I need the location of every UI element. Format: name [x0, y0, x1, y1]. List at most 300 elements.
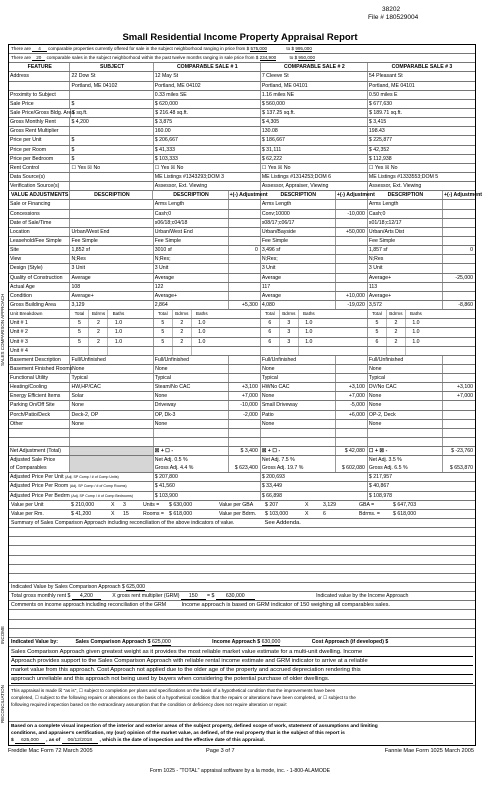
cell: Sale or Financing: [9, 200, 70, 208]
unit-group: [70, 328, 153, 336]
cell: Fee Simple: [261, 237, 336, 245]
cell: 22 Dow St: [70, 72, 153, 80]
cell: $ 3,415: [368, 119, 387, 126]
adjustment-row: [9, 283, 475, 292]
cell: $ 33,449: [261, 482, 368, 490]
unit-total: 6: [261, 319, 280, 327]
cell: Unit # 4: [9, 347, 70, 355]
unit-bdrms: 2: [173, 328, 192, 336]
unit-total: [70, 347, 89, 355]
cell: $: [70, 136, 153, 144]
comparable-row: [9, 173, 475, 182]
comparable-row: [9, 164, 475, 173]
cell: Gross Rent Multiplier: [9, 127, 70, 135]
cell: [443, 292, 475, 300]
cell: Basement Description: [9, 356, 70, 364]
cell: None: [154, 420, 229, 428]
cell: Solar: [70, 392, 153, 400]
adjustment-row: [9, 237, 475, 246]
cell: [336, 356, 368, 364]
unit-bdrms: [89, 347, 108, 355]
cell: Verification Source(s): [9, 182, 70, 190]
cell: Deck-2, OP: [70, 411, 153, 419]
unit-header-group: [368, 310, 475, 318]
cell: $ 41,333: [154, 146, 261, 154]
unit-breakdown-header: [9, 310, 475, 319]
cell: Typical: [154, 374, 229, 382]
cell: 0: [229, 246, 261, 254]
blank-line: [9, 610, 475, 619]
condition-line: This appraisal is made ☒ "as is", ☐ subject to completion per plans and specifications on the basis of a hypothetical condition that the improvements have been: [11, 688, 336, 693]
cell: [443, 228, 475, 236]
cell: Typical: [368, 374, 443, 382]
cell: +(-) Adjustment: [336, 192, 375, 199]
unit-baths: 1.0: [305, 320, 313, 327]
unit-bdrms: 3: [280, 328, 299, 336]
adjusted-per-row: [9, 492, 475, 501]
cell: SUBJECT: [70, 63, 153, 71]
cell: $ 186,667: [261, 136, 368, 144]
cell: $ 623,400: [229, 456, 261, 472]
cell: Data Source(s): [9, 173, 70, 181]
unit-baths: 1.0: [412, 338, 420, 345]
cell: $: [70, 155, 153, 163]
unit-baths: [108, 347, 128, 355]
cell: ME Listings #1333553;DOM 5: [368, 173, 439, 180]
cell: [336, 274, 368, 282]
cell: [229, 228, 261, 236]
unit-row: [9, 347, 475, 356]
unit-total: 5: [70, 338, 89, 346]
unit-baths: 1.0: [305, 338, 313, 345]
cell: Average+: [154, 292, 229, 300]
unit-bdrms: 2: [89, 338, 108, 346]
sales-a: There are: [11, 55, 31, 61]
unit-total: [261, 347, 280, 355]
cell: +(-) Adjustment: [229, 192, 268, 199]
cell: Design (Style): [9, 264, 70, 272]
cell: 113: [368, 283, 443, 291]
cell: Address: [9, 72, 70, 80]
cell: $ 620,000: [154, 100, 261, 108]
cell: Net Adjustment (Total): [9, 447, 70, 455]
cell: None: [261, 392, 336, 400]
net-adjustment-row: [9, 447, 475, 456]
condition-line: following required inspection based on the extraordinary assumption that the condition or deficiency does not require alteration or repair:: [11, 702, 288, 707]
cell: DV/No CAC: [368, 383, 443, 391]
cell: +7,000: [336, 392, 368, 400]
cell: [443, 264, 475, 272]
cell: $ 112,938: [368, 155, 392, 162]
cell: 3 Unit: [261, 264, 336, 272]
unit-bdrms: 2: [173, 338, 192, 346]
condition-line: completed, ☐ subject to the following repairs or alterations on the basis of a hypothetical condition that the repairs or alterations have been completed, or ☐ subject to the: [11, 695, 356, 700]
cell: [229, 255, 261, 263]
cell: $ 225,877: [368, 137, 392, 144]
cell: OP, Dk-3: [154, 411, 229, 419]
cell: Full/Unfinished: [368, 356, 443, 364]
cell: $ 108,978: [368, 492, 392, 499]
blank-line: [9, 620, 475, 629]
cell: Gross Monthly Rent: [9, 118, 70, 126]
cell: +10,000: [336, 292, 368, 300]
cell: 12 May St: [154, 72, 261, 80]
cell: ME Listings #1314253;DOM 6: [261, 173, 368, 181]
cell: 0.50 miles E: [368, 91, 398, 98]
summary-value: See Addenda.: [264, 520, 301, 527]
listings-line: [9, 45, 475, 54]
cell: Sale Price: [9, 100, 70, 108]
column-header: [9, 63, 475, 72]
adjustment-row: [9, 200, 475, 209]
software-credit: Form 1025 - "TOTAL" appraisal software by a la mode, inc. - 1-800-ALAMODE: [149, 768, 331, 774]
cell: [336, 374, 368, 382]
cell: [443, 411, 475, 419]
cell: Urban/West End: [154, 228, 229, 236]
unit-total: 5: [368, 319, 387, 327]
appraisal-form: [8, 44, 482, 746]
cell: $ sq.ft.: [71, 109, 154, 117]
adjustment-row: [9, 219, 475, 228]
cell: None: [368, 392, 443, 400]
cell: OP-2, Deck: [368, 411, 443, 419]
cell: Full/Unfinished: [70, 356, 153, 364]
income-row: Total gross monthly rent $ 4,200 X gross rent multiplier (GRM) 150 = $ 630,000 Indicated value by the Income Approach: [9, 592, 475, 601]
cell: Full/Unfinished: [261, 356, 336, 364]
cell: 54 Pleasant St: [368, 73, 403, 80]
unit-bdrms: 2: [89, 319, 108, 327]
sales-line: [9, 54, 475, 63]
cell: $ 3,875: [154, 118, 261, 126]
cell: Urban/West End: [70, 228, 153, 236]
cell: Average: [261, 274, 336, 282]
blank-line: [9, 546, 475, 555]
cell: Typical: [261, 374, 336, 382]
cell: Average+: [70, 292, 153, 300]
adjusted-per-row: [9, 473, 475, 482]
cell: DESCRIPTION: [70, 191, 153, 199]
cell: Unit # 2: [9, 328, 70, 336]
unit-bdrms: 2: [387, 319, 406, 327]
cell: 198.43: [368, 128, 385, 135]
blank-line: [9, 629, 475, 638]
cell: Average: [154, 274, 229, 282]
cell: [229, 420, 261, 428]
cell: [443, 219, 475, 227]
unit-row: [9, 319, 475, 328]
cell: Patio: [261, 411, 336, 419]
cell: Arms Length: [154, 200, 229, 208]
comparable-row: [9, 91, 475, 100]
cell: [70, 200, 153, 208]
cell: DESCRIPTION: [261, 191, 336, 199]
unit-baths: 1.0: [305, 329, 313, 336]
cell: -8,860: [458, 301, 473, 308]
cell: None: [368, 420, 443, 428]
cell: Assessor, Appraiser, Viewing: [261, 182, 368, 190]
cell: Average: [70, 274, 153, 282]
cell: $ 200,693: [261, 473, 368, 481]
cell: Quality of Construction: [9, 274, 70, 282]
listings-low: 575,000: [250, 46, 268, 51]
cell: Site: [9, 246, 70, 254]
unit-baths: [299, 347, 319, 355]
cell: 160.00: [154, 127, 261, 135]
cell: [336, 237, 368, 245]
cell: [70, 127, 153, 135]
cell: Full/Unfinished: [154, 356, 229, 364]
cell: 3010 sf: [154, 246, 229, 254]
unit-baths: [406, 347, 426, 355]
cell: 122: [154, 283, 229, 291]
cell: [336, 219, 368, 227]
cell: [229, 374, 261, 382]
unit-baths: 1.0: [198, 338, 206, 345]
cell: [443, 365, 475, 373]
cell: Net Adj. 0.5 % Gross Adj. 4.4 %: [154, 456, 229, 472]
unit-row: [9, 338, 475, 347]
sales-to: to $: [289, 55, 298, 61]
adjustment-row: [9, 301, 475, 310]
cell: Typical: [70, 374, 153, 382]
cell: COMPARABLE SALE # 3: [391, 64, 453, 71]
cell: [443, 356, 475, 364]
unit-total: 6: [261, 328, 280, 336]
unit-bdrms: 2: [89, 328, 108, 336]
cell: $ 653,870: [449, 465, 473, 472]
adjustment-row: [9, 210, 475, 219]
reconciliation-line: Approach provides support to the Sales Comparison Approach with reliable rental income estimate and GRM indicator to arrive at a reliable: [11, 657, 473, 666]
cell: $: [70, 100, 153, 108]
cell: -10,000: [336, 210, 368, 218]
cell: +6,000: [336, 411, 368, 419]
value-indicator-row: Value per Rm. $ 41,200 X 15 Rooms = $ 618,000 Value per Bdrm. $ 103,000 X 6 Bdrms. = $ 618,000: [9, 510, 475, 519]
cell: Conv;10000: [261, 210, 336, 218]
cell: Urban/Arts Dist: [368, 228, 443, 236]
cell: 0.33 miles SE: [154, 91, 261, 99]
comparable-row: [9, 72, 475, 81]
unit-row: [9, 328, 475, 337]
unit-baths: 1.0: [412, 329, 420, 336]
footer-page: Page 3 of 7: [206, 748, 235, 754]
cell: Adjusted Sale Price of Comparables: [9, 456, 70, 472]
cell: Unit # 3: [9, 338, 70, 346]
footer-right: Fannie Mae Form 1025 March 2005: [384, 748, 474, 754]
unit-total: 5: [70, 328, 89, 336]
unit-header-bdrms: Bdrms: [173, 310, 192, 318]
adjustment-row: [9, 264, 475, 273]
cell: $: [70, 146, 153, 154]
cell: Portland, ME 04101: [261, 82, 368, 90]
cell: $ -23,760: [451, 448, 473, 455]
listings-high: 995,000: [295, 46, 312, 51]
section-label-income: INCOME: [0, 626, 5, 644]
cell: Adjusted Price Per Unit (Adj. SP Comp / # of Comp Units): [9, 473, 154, 481]
blank-row: [9, 438, 475, 447]
cell: Unit Breakdown: [9, 310, 70, 318]
cell: Actual Age: [9, 283, 70, 291]
cell: Assessor, Ext. Viewing: [154, 182, 261, 190]
cell: 2,864: [154, 301, 229, 309]
cell: $ 217,957: [368, 474, 392, 481]
adjustment-row: [9, 365, 475, 374]
cell: Cash;0: [154, 210, 229, 218]
cell: Price per Bedroom: [9, 155, 70, 163]
sales-text: comparable sales in the subject neighborhood within the past twelve months ranging in sale price from $: [46, 55, 259, 61]
cell: +3,100: [229, 383, 261, 391]
unit-group: [261, 338, 368, 346]
adjustment-row: [9, 411, 475, 420]
cell: [9, 82, 70, 90]
cell: 7 Cleeve St: [261, 72, 368, 80]
cell: ☒ + ☐ -: [261, 447, 336, 455]
cell: Driveway: [154, 401, 229, 409]
cell: -2,000: [229, 411, 261, 419]
adjusted-price-row: [9, 456, 475, 473]
cell: $ 137.25 sq.ft.: [261, 109, 368, 117]
adjustment-row: [9, 246, 475, 255]
cell: 1.16 miles NE: [261, 91, 368, 99]
cell: None: [368, 365, 443, 373]
unit-group: [261, 319, 368, 327]
cell: Fee Simple: [154, 237, 229, 245]
blank-row: [9, 429, 475, 438]
cell: [443, 374, 475, 382]
unit-bdrms: 2: [387, 328, 406, 336]
cell: View: [9, 255, 70, 263]
adjustment-row: [9, 374, 475, 383]
cell: $ 103,333: [154, 155, 261, 163]
cell: Fee Simple: [368, 237, 443, 245]
cell: $ 216.48 sq.ft.: [154, 109, 261, 117]
unit-group: [368, 319, 475, 327]
cell: [443, 210, 475, 218]
cell: Other: [9, 420, 70, 428]
cell: [229, 264, 261, 272]
cell: 130.08: [261, 127, 368, 135]
cell: 3,496 sf: [261, 246, 336, 254]
unit-group: [368, 338, 475, 346]
cell: Cash;0: [368, 210, 443, 218]
unit-header-total: Total: [368, 310, 387, 318]
adjusted-per-row: [9, 482, 475, 491]
cell: Unit # 1: [9, 319, 70, 327]
cell: -5,000: [336, 401, 368, 409]
cell: Sale Price/Gross Bldg. Area: [10, 109, 75, 116]
cell: COMPARABLE SALE # 1: [154, 63, 261, 71]
unit-total: [154, 347, 173, 355]
cell: [443, 283, 475, 291]
unit-group: [261, 347, 368, 355]
cell: ☐ + ☒ -: [368, 447, 443, 455]
cell: $ 189.71 sq.ft.: [369, 109, 402, 116]
unit-header-baths: Baths: [112, 311, 125, 317]
cell: 3,129: [70, 301, 153, 309]
cell: Net Adj. 7.5 % Gross Adj. 19.7 %: [261, 456, 336, 472]
adjustment-row: [9, 292, 475, 301]
cell: DESCRIPTION: [153, 191, 228, 199]
cell: [229, 200, 261, 208]
cell: 3,572: [368, 301, 443, 309]
cell: $ 41,560: [154, 482, 261, 490]
comparable-row: [9, 127, 475, 136]
cell: Portland, ME 04101: [368, 82, 415, 89]
blank-line: [9, 537, 475, 546]
cell: Adjusted Price Per Room (Adj. SP Comp / # of Comp Rooms): [9, 482, 154, 490]
unit-baths: 1.0: [198, 329, 206, 336]
cell: Parking On/Off Site: [9, 401, 70, 409]
comparable-row: [9, 146, 475, 155]
cell: Average+: [368, 292, 443, 300]
cell: [70, 210, 153, 218]
cell: $ 207,800: [154, 473, 261, 481]
unit-group: [154, 338, 261, 346]
cell: -19,020: [336, 301, 368, 309]
cell: +7,000: [456, 393, 473, 400]
cell: N;Res;: [261, 255, 336, 263]
cell: HWNo CAC: [261, 383, 336, 391]
summary-sca-row: [9, 519, 475, 528]
cell: N;Res: [70, 255, 153, 263]
cell: [336, 246, 368, 254]
cell: $ 4,200: [70, 118, 153, 126]
unit-total: 5: [154, 328, 173, 336]
unit-header-group: [70, 310, 153, 318]
adjustment-row: [9, 274, 475, 283]
cell: [443, 237, 475, 245]
unit-header-bdrms: Bdrms: [387, 310, 406, 318]
cell: ☐ Yes ☒ No: [70, 164, 153, 172]
cell: $ 103,900: [154, 492, 261, 500]
unit-group: [70, 319, 153, 327]
final-line: Based on a complete visual inspection of the interior and exterior areas of the subject property, defined scope of work, statement of assumptions and limiting: [11, 724, 378, 729]
reconciliation-text: [9, 647, 475, 686]
listings-to: to $: [286, 46, 295, 51]
cell: ME Listings #1343293;DOM 3: [154, 173, 261, 181]
unit-total: 5: [154, 319, 173, 327]
unit-group: [154, 347, 261, 355]
cell: COMPARABLE SALE # 2: [261, 63, 368, 71]
cell: [229, 365, 261, 373]
unit-group: [154, 319, 261, 327]
summary-label: Summary of Sales Comparison Approach including reconciliation of the above indicators of value.: [11, 520, 235, 527]
cell: [70, 219, 153, 227]
unit-header-total: Total: [261, 310, 280, 318]
footer-left: Freddie Mac Form 72 March 2005: [8, 748, 93, 754]
cell: 1,857 sf: [368, 246, 443, 254]
cell: $ 31,111: [261, 146, 368, 154]
cell: ☒ + ☐ -: [154, 447, 229, 455]
reconciliation-line: market value from this approach. Cost Approach not applied due to the older age of the property and accrued depreciation rendering this: [11, 666, 473, 675]
adjustment-row: [9, 228, 475, 237]
cell: [336, 283, 368, 291]
cell: $ 4,305: [261, 118, 368, 126]
cell: [443, 200, 475, 208]
cell: Proximity to Subject: [9, 91, 70, 99]
final-value-line: $ 625,000 , as of 06/12/2018 , which is the date of inspection and the effective date of this appraisal.: [11, 738, 265, 743]
cell: Small Driveway: [261, 401, 336, 409]
unit-bdrms: 2: [387, 338, 406, 346]
cell: DESCRIPTION: [368, 191, 443, 199]
blank-line: [9, 528, 475, 537]
unit-header-total: Total: [154, 310, 173, 318]
unit-group: [368, 347, 475, 355]
cell: -10,000: [229, 401, 261, 409]
cell: None: [154, 392, 229, 400]
cell: Arms Length: [261, 200, 336, 208]
cell: $ 206,667: [154, 136, 261, 144]
unit-header-group: [154, 310, 261, 318]
